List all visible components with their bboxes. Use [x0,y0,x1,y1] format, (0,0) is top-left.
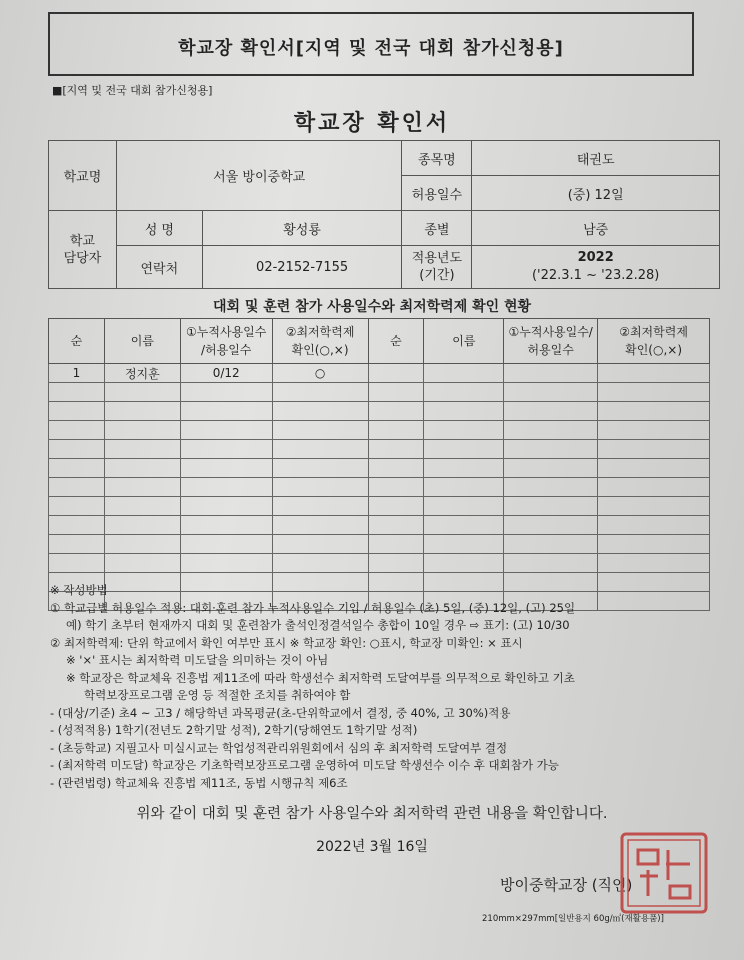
days-value: (중) 12일 [472,176,720,211]
signer: 방이중학교장 (직인) [500,876,633,894]
table-row [49,535,710,554]
issue-date: 2022년 3월 16일 [316,839,428,855]
document-title: 학교장 확인서 [293,111,451,136]
year-value: 2022 ('22.3.1 ~ '23.2.28) [472,246,720,289]
row-used: 0/12 [180,364,272,383]
table-row [49,497,710,516]
col-used: ①누적사용일수 /허용일수 [180,319,272,364]
note-1b: 예) 학기 초부터 현재까지 대회 및 훈련참가 출석인정결석일수 총합이 10일 경우 ⇨ 표기: (고) 10/30 [66,618,570,632]
name-label: 성 명 [116,211,202,246]
official-seal-icon [618,830,710,916]
table-row [49,402,710,421]
table-row [49,554,710,573]
note-3: ※ '×' 표시는 최저학력 미도달을 의미하는 것이 아님 [66,653,329,667]
name-value: 황성룡 [202,211,402,246]
school-value: 서울 방이중학교 [116,141,402,211]
note-9: - (관련법령) 학교체육 진흥법 제11조, 동법 시행규칙 제6조 [50,775,348,790]
row-min: ○ [272,364,368,383]
table-row [49,478,710,497]
note-1a: ① 학교급별 허용일수 적용: 대회·훈련 참가 누적사용일수 기입 / 허용일수 (초) 5일, (중) 12일, (고) 25일 [50,600,576,615]
instructions [50,582,720,792]
note-2: ② 최저학력제: 단위 학교에서 확인 여부만 표시 ※ 학교장 확인: ○표시, 학교장 미확인: × 표시 [50,635,523,650]
sport-value: 태권도 [472,141,720,176]
row-name: 정지훈 [104,364,180,383]
sport-label: 종목명 [402,141,472,176]
contact-value: 02-2152-7155 [202,246,402,289]
note-6: - (성적적용) 1학기(전년도 2학기말 성적), 2학기(당해연도 1학기말 성적) [50,723,418,737]
staff-label: 학교 담당자 [49,211,117,289]
confirmation-text: 위와 같이 대회 및 훈련 참가 사용일수와 최저학력 관련 내용을 확인합니다. [136,806,608,822]
contact-label: 연락처 [116,246,202,289]
note-8: - (최저학력 미도달) 학교장은 기초학력보장프로그램 운영하여 미도달 학생선수 이수 후 대회참가 가능 [50,758,559,772]
table-row [49,516,710,535]
notes-heading: ※ 작성방법 [50,583,108,597]
info-table [48,140,720,289]
form-tag: ■[지역 및 전국 대회 참가신청용] [52,84,213,97]
col-name-2: 이름 [424,319,504,364]
table-row [49,421,710,440]
note-5: - (대상/기준) 초4 ~ 고3 / 해당학년 과목평균(초-단위학교에서 결정, 중 40%, 고 30%)적용 [50,705,511,720]
gender-value: 남중 [472,211,720,246]
table-row [49,364,710,383]
note-4b: 학력보장프로그램 운영 등 적절한 조치를 취하여야 함 [84,688,351,702]
year-label: 적용년도 (기간) [402,246,472,289]
note-4a: ※ 학교장은 학교체육 진흥법 제11조에 따라 학생선수 최저학력 도달여부를 의무적으로 확인하고 기초 [66,670,575,685]
table-row [49,459,710,478]
school-label: 학교명 [49,141,117,211]
header-box [48,12,694,76]
row-no: 1 [49,364,105,383]
col-no: 순 [49,319,105,364]
days-label: 허용일수 [402,176,472,211]
paper-spec: 210mm×297mm[일반용지 60g/㎡(재활용품)] [482,914,664,924]
table-row [49,383,710,402]
col-used-2: ①누적사용일수/ 허용일수 [504,319,598,364]
col-min: ②최저학력제 확인(○,×) [272,319,368,364]
table-row [49,440,710,459]
section-title: 대회 및 훈련 참가 사용일수와 최저학력제 확인 현황 [212,299,532,315]
col-name: 이름 [104,319,180,364]
table-header-row [49,319,710,364]
col-no-2: 순 [368,319,424,364]
gender-label: 종별 [402,211,472,246]
col-min-2: ②최저학력제 확인(○,×) [598,319,710,364]
note-7: - (초등학교) 지필고사 미실시교는 학업성적관리위원회에서 심의 후 최저학력 도달여부 결정 [50,740,508,755]
header-title: 학교장 확인서[지역 및 전국 대회 참가신청용] [178,38,564,59]
usage-table [48,318,710,611]
